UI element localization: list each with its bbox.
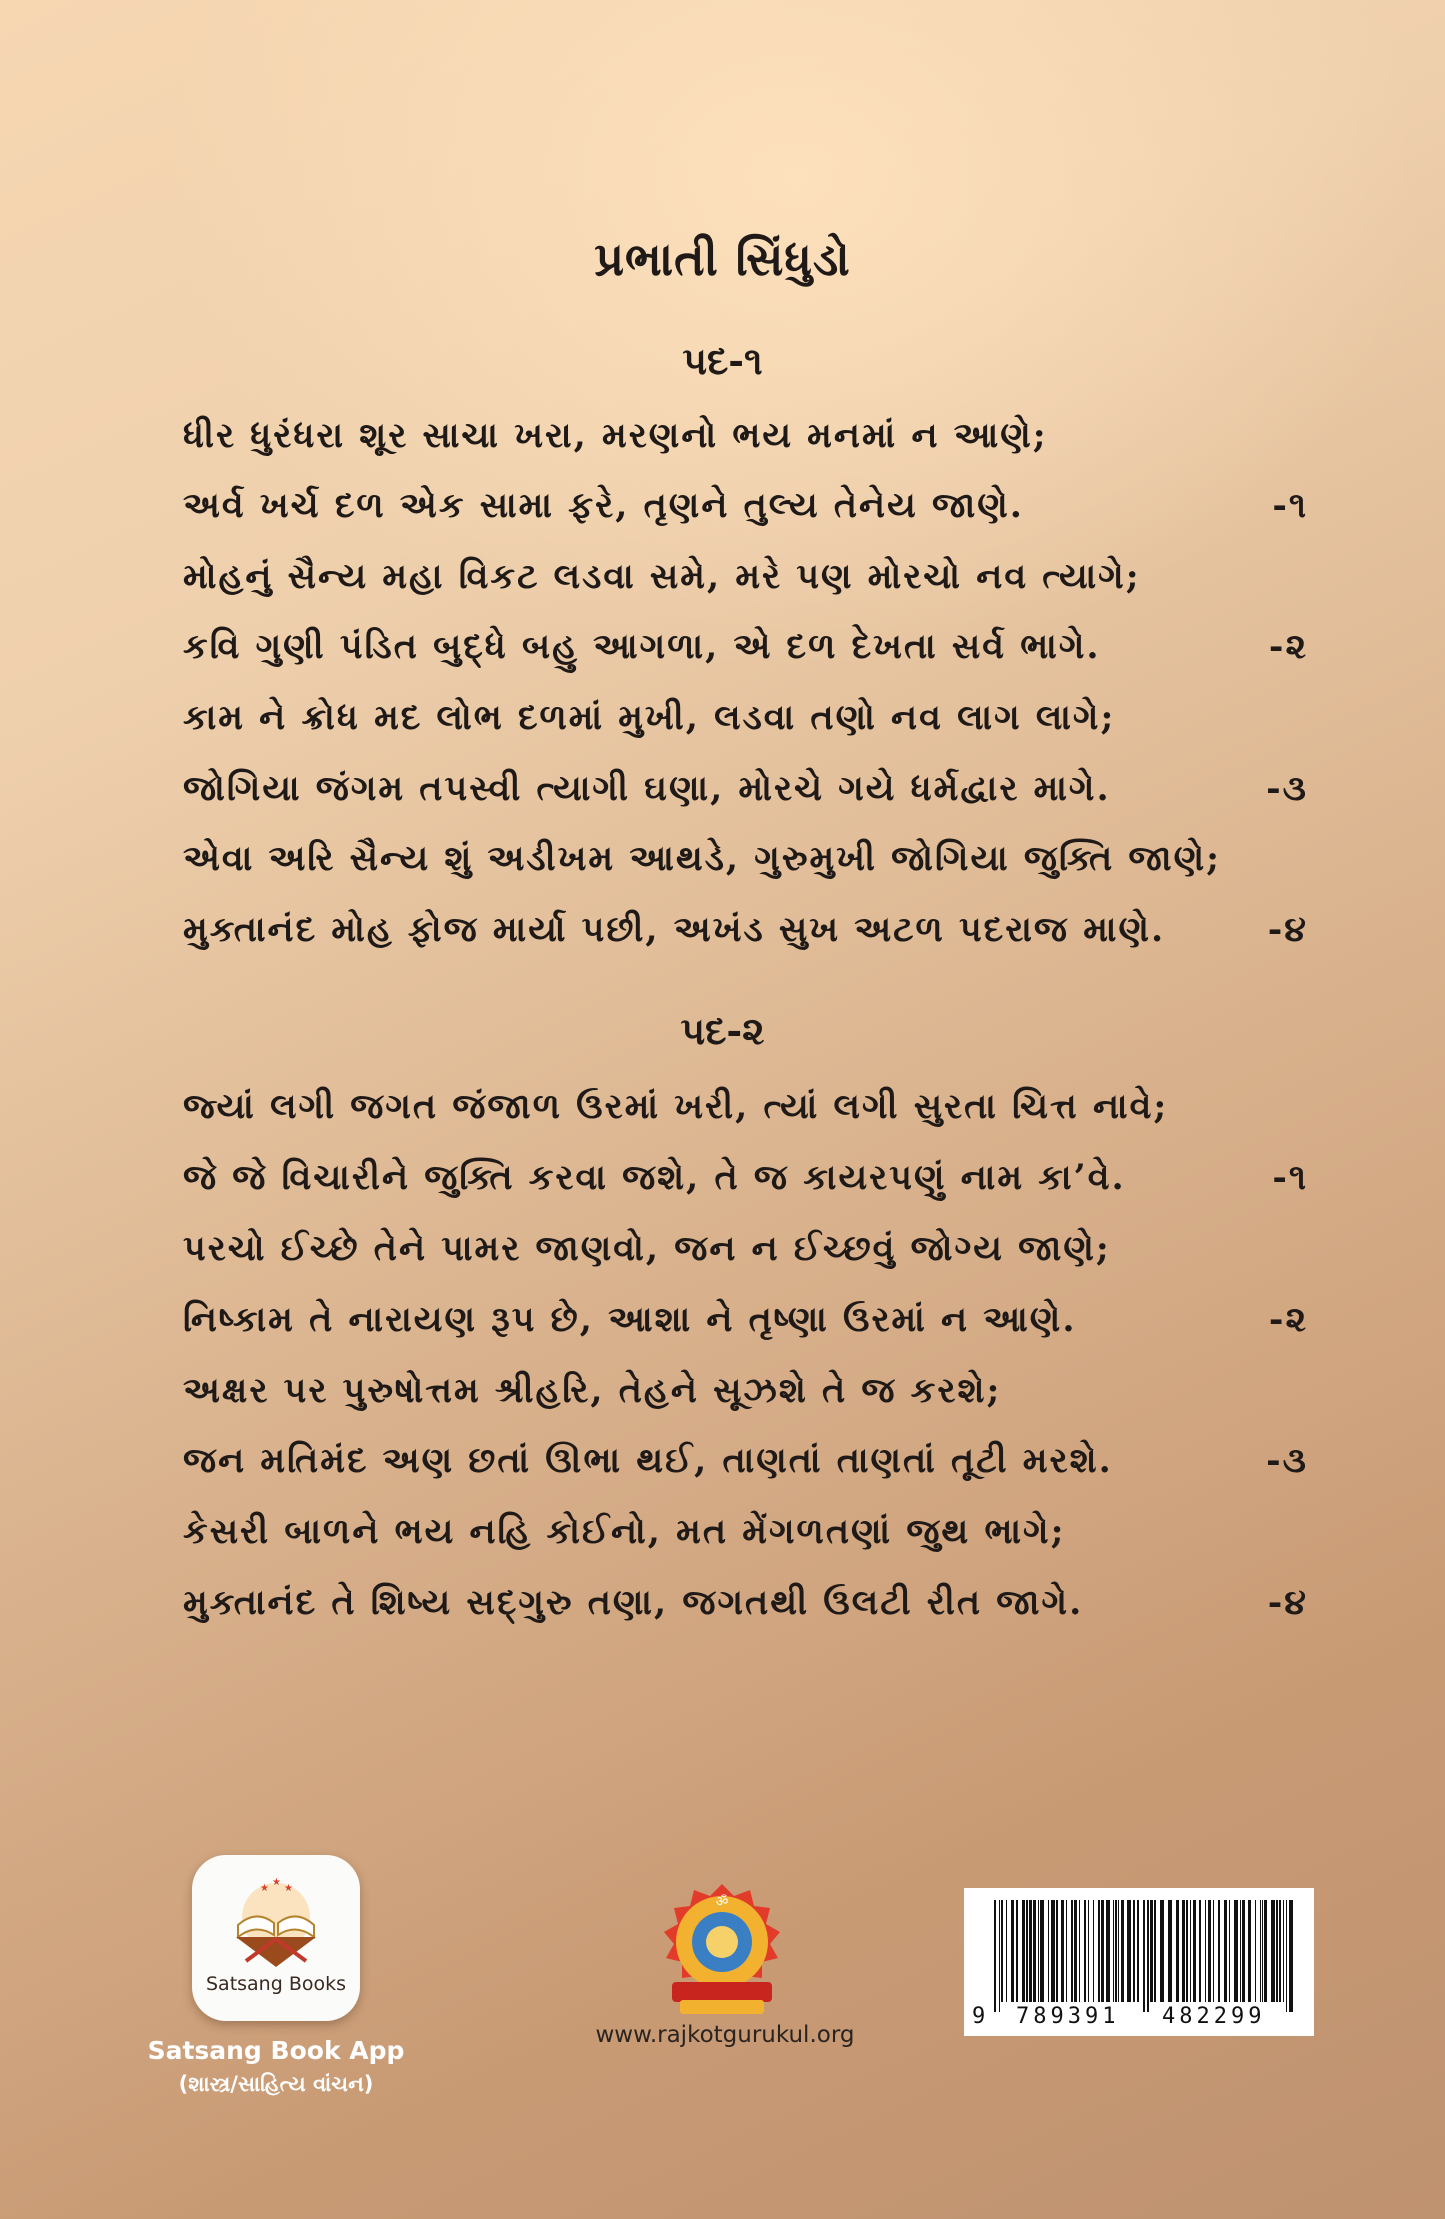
barcode-bar bbox=[1276, 1900, 1278, 2002]
verse-line bbox=[183, 909, 1308, 950]
barcode-bar bbox=[1016, 1900, 1018, 2002]
barcode-bar bbox=[1127, 1900, 1131, 2002]
verse-number: -૩ bbox=[1266, 768, 1308, 809]
barcode-bar bbox=[1147, 1900, 1149, 2012]
barcode-bar bbox=[1022, 1900, 1025, 2002]
verse-line bbox=[183, 1228, 1283, 1269]
barcode-bar bbox=[1011, 1900, 1014, 2002]
isbn-barcode bbox=[964, 1888, 1314, 2036]
barcode-bar bbox=[1051, 1900, 1055, 2002]
barcode-bar bbox=[1106, 1900, 1110, 2002]
verse-line bbox=[183, 1511, 1283, 1552]
verse-text: મોહનું સૈન્ય મહા વિકટ લડવા સમે, મરે પણ મોરચો નવ ત્યાગે; bbox=[183, 556, 1141, 597]
barcode-bar bbox=[1143, 1900, 1145, 2012]
verse-text: અર્વ ખર્ચ દળ એક સામા ફરે, તૃણને તુલ્ય તેનેય જાણે. bbox=[183, 485, 1024, 526]
barcode-bar bbox=[1084, 1900, 1086, 2002]
satsang-books-app-icon[interactable] bbox=[192, 1855, 360, 2021]
barcode-bar bbox=[1074, 1900, 1077, 2002]
verse-text: જોગિયા જંગમ તપસ્વી ત્યાગી ઘણા, મોરચે ગયે ધર્મદ્વાર માગે. bbox=[183, 768, 1111, 809]
app-title: Satsang Book App bbox=[147, 2036, 405, 2065]
barcode-bar bbox=[1229, 1900, 1230, 2002]
barcode-bar bbox=[1182, 1900, 1185, 2002]
barcode-group-1: 789391 bbox=[1016, 2004, 1120, 2029]
barcode-bar bbox=[1006, 1900, 1007, 2002]
barcode-bar bbox=[1234, 1900, 1238, 2002]
barcode-bar bbox=[1283, 1900, 1284, 2002]
barcode-bar bbox=[1001, 1900, 1003, 2002]
verse-line bbox=[183, 1370, 1283, 1411]
verse-line bbox=[183, 838, 1283, 879]
verse-text: ધીર ધુરંધરા શૂર સાચા ખરા, મરણનો ભય મનમાં ન આણે; bbox=[183, 415, 1048, 456]
barcode-bar bbox=[1029, 1900, 1032, 2002]
barcode-lead-digit: 9 bbox=[972, 2004, 986, 2029]
barcode-bar bbox=[1098, 1900, 1100, 2002]
barcode-bar bbox=[1279, 1900, 1281, 2002]
verse-line bbox=[183, 485, 1308, 526]
barcode-bar bbox=[1154, 1900, 1156, 2002]
verse-text: કવિ ગુણી પંડિત બુદ્ધે બહુ આગળા, એ દળ દેખતા સર્વ ભાગે. bbox=[183, 626, 1101, 667]
barcode-bar bbox=[1101, 1900, 1104, 2002]
barcode-bar bbox=[1286, 1900, 1287, 2012]
svg-text:★: ★ bbox=[260, 1883, 269, 1894]
verse-number: -૧ bbox=[1272, 1157, 1308, 1198]
barcode-bar bbox=[1255, 1900, 1256, 2002]
barcode-bar bbox=[1186, 1900, 1188, 2002]
verse-text: કેસરી બાળને ભય નહિ કોઈનો, મત મેંગળતણાં જુથ ભાગે; bbox=[183, 1511, 1066, 1552]
svg-text:★: ★ bbox=[272, 1877, 281, 1888]
page-title: પ્રભાતી સિંધુડો bbox=[594, 232, 851, 286]
barcode-bar bbox=[1190, 1900, 1191, 2002]
verse-text: મુક્તાનંદ મોહ ફોજ માર્યા પછી, અખંડ સુખ અટળ પદરાજ માણે. bbox=[183, 909, 1166, 950]
barcode-bar bbox=[1071, 1900, 1073, 2002]
verse-line bbox=[183, 1086, 1283, 1127]
barcode-bar bbox=[1218, 1900, 1220, 2002]
verse-line bbox=[183, 697, 1283, 738]
verse-line bbox=[183, 415, 1283, 456]
verse-line bbox=[183, 556, 1283, 597]
barcode-bar bbox=[1033, 1900, 1036, 2002]
barcode-bar bbox=[1113, 1900, 1114, 2002]
barcode-bar bbox=[1118, 1900, 1119, 2002]
app-icon-label: Satsang Books bbox=[205, 1973, 347, 1995]
barcode-bar bbox=[1121, 1900, 1124, 2002]
section-heading-pad-1: પદ-૧ bbox=[682, 338, 763, 383]
barcode-bar bbox=[994, 1900, 996, 2012]
gurukul-emblem-icon bbox=[650, 1882, 794, 2020]
barcode-bar bbox=[1199, 1900, 1201, 2002]
svg-text:★: ★ bbox=[284, 1883, 293, 1894]
barcode-bar bbox=[1264, 1900, 1267, 2002]
barcode-bar bbox=[1262, 1900, 1263, 2002]
barcode-bar bbox=[1208, 1900, 1211, 2002]
barcode-bar bbox=[1271, 1900, 1275, 2002]
book-stand-icon bbox=[216, 1873, 336, 1973]
barcode-bar bbox=[1224, 1900, 1227, 2002]
barcode-bar bbox=[1115, 1900, 1117, 2002]
verse-text: પરચો ઈચ્છે તેને પામર જાણવો, જન ન ઈચ્છવું જોગ્ય જાણે; bbox=[183, 1228, 1111, 1269]
barcode-bar bbox=[1026, 1900, 1028, 2002]
website-link[interactable]: www.rajkotgurukul.org bbox=[595, 2022, 855, 2048]
barcode-bar bbox=[1248, 1900, 1251, 2002]
verse-number: -૨ bbox=[1268, 1299, 1308, 1340]
svg-text:ॐ: ॐ bbox=[715, 1894, 729, 1910]
verse-line bbox=[183, 1582, 1308, 1623]
barcode-bar bbox=[1205, 1900, 1206, 2002]
verse-number: -૪ bbox=[1267, 909, 1308, 950]
barcode-bar bbox=[1040, 1900, 1044, 2002]
verse-text: એવા અરિ સૈન્ય શું અડીખમ આથડે, ગુરુમુખી જોગિયા જુક્તિ જાણે; bbox=[183, 838, 1222, 879]
barcode-bar bbox=[1150, 1900, 1153, 2002]
barcode-bar bbox=[1066, 1900, 1067, 2002]
barcode-group-2: 482299 bbox=[1162, 2004, 1266, 2029]
barcode-bar bbox=[1061, 1900, 1064, 2002]
barcode-bar bbox=[1168, 1900, 1172, 2002]
barcode-bar bbox=[1093, 1900, 1094, 2002]
app-subtitle: (શાસ્ત્ર/સાહિત્ય વાંચન) bbox=[178, 2072, 374, 2096]
verse-number: -૩ bbox=[1266, 1440, 1308, 1481]
verse-text: કામ ને ક્રોધ મદ લોભ દળમાં મુખી, લડવા તણો નવ લાગ લાગે; bbox=[183, 697, 1116, 738]
verse-text: જન મતિમંદ અણ છતાં ઊભા થઈ, તાણતાં તાણતાં તૂટી મરશે. bbox=[183, 1440, 1113, 1481]
barcode-bar bbox=[1088, 1900, 1089, 2002]
barcode-bar bbox=[1193, 1900, 1196, 2002]
verse-text: જે જે વિચારીને જુક્તિ કરવા જશે, તે જ કાયરપણું નામ કા’વે. bbox=[183, 1157, 1126, 1198]
barcode-bar bbox=[1056, 1900, 1058, 2002]
verse-line bbox=[183, 1157, 1308, 1198]
verse-number: -૧ bbox=[1272, 485, 1308, 526]
barcode-bar bbox=[1176, 1900, 1179, 2002]
barcode-bar bbox=[1289, 1900, 1293, 2012]
barcode-bar bbox=[1079, 1900, 1080, 2002]
barcode-bar bbox=[1213, 1900, 1214, 2002]
barcode-bar bbox=[1240, 1900, 1241, 2002]
verse-text: મુક્તાનંદ તે શિષ્ય સદ્‌ગુરુ તણા, જગતથી ઉલટી રીત જાગે. bbox=[183, 1582, 1084, 1623]
barcode-bar bbox=[999, 1900, 1000, 2012]
barcode-bar bbox=[1160, 1900, 1164, 2002]
barcode-bar bbox=[1048, 1900, 1049, 2002]
verse-text: અક્ષર પર પુરુષોત્તમ શ્રીહરિ, તેહને સૂઝશે તે જ કરશે; bbox=[183, 1370, 1002, 1411]
section-heading-pad-2: પદ-૨ bbox=[680, 1008, 765, 1053]
verse-line bbox=[183, 626, 1308, 667]
barcode-bar bbox=[1260, 1900, 1261, 2002]
barcode-bar bbox=[1133, 1900, 1135, 2002]
barcode-bar bbox=[1137, 1900, 1139, 2002]
verse-line bbox=[183, 768, 1308, 809]
verse-number: -૨ bbox=[1268, 626, 1308, 667]
verse-line bbox=[183, 1440, 1308, 1481]
verse-line bbox=[183, 1299, 1308, 1340]
barcode-bar bbox=[1242, 1900, 1245, 2002]
verse-text: નિષ્કામ તે નારાયણ રૂપ છે, આશા ને તૃષ્ણા ઉરમાં ન આણે. bbox=[183, 1299, 1077, 1340]
verse-number: -૪ bbox=[1267, 1582, 1308, 1623]
verse-text: જ્યાં લગી જગત જંજાળ ઉરમાં ખરી, ત્યાં લગી સુરતા ચિત્ત નાવે; bbox=[183, 1086, 1169, 1127]
barcode-bar bbox=[1038, 1900, 1039, 2002]
